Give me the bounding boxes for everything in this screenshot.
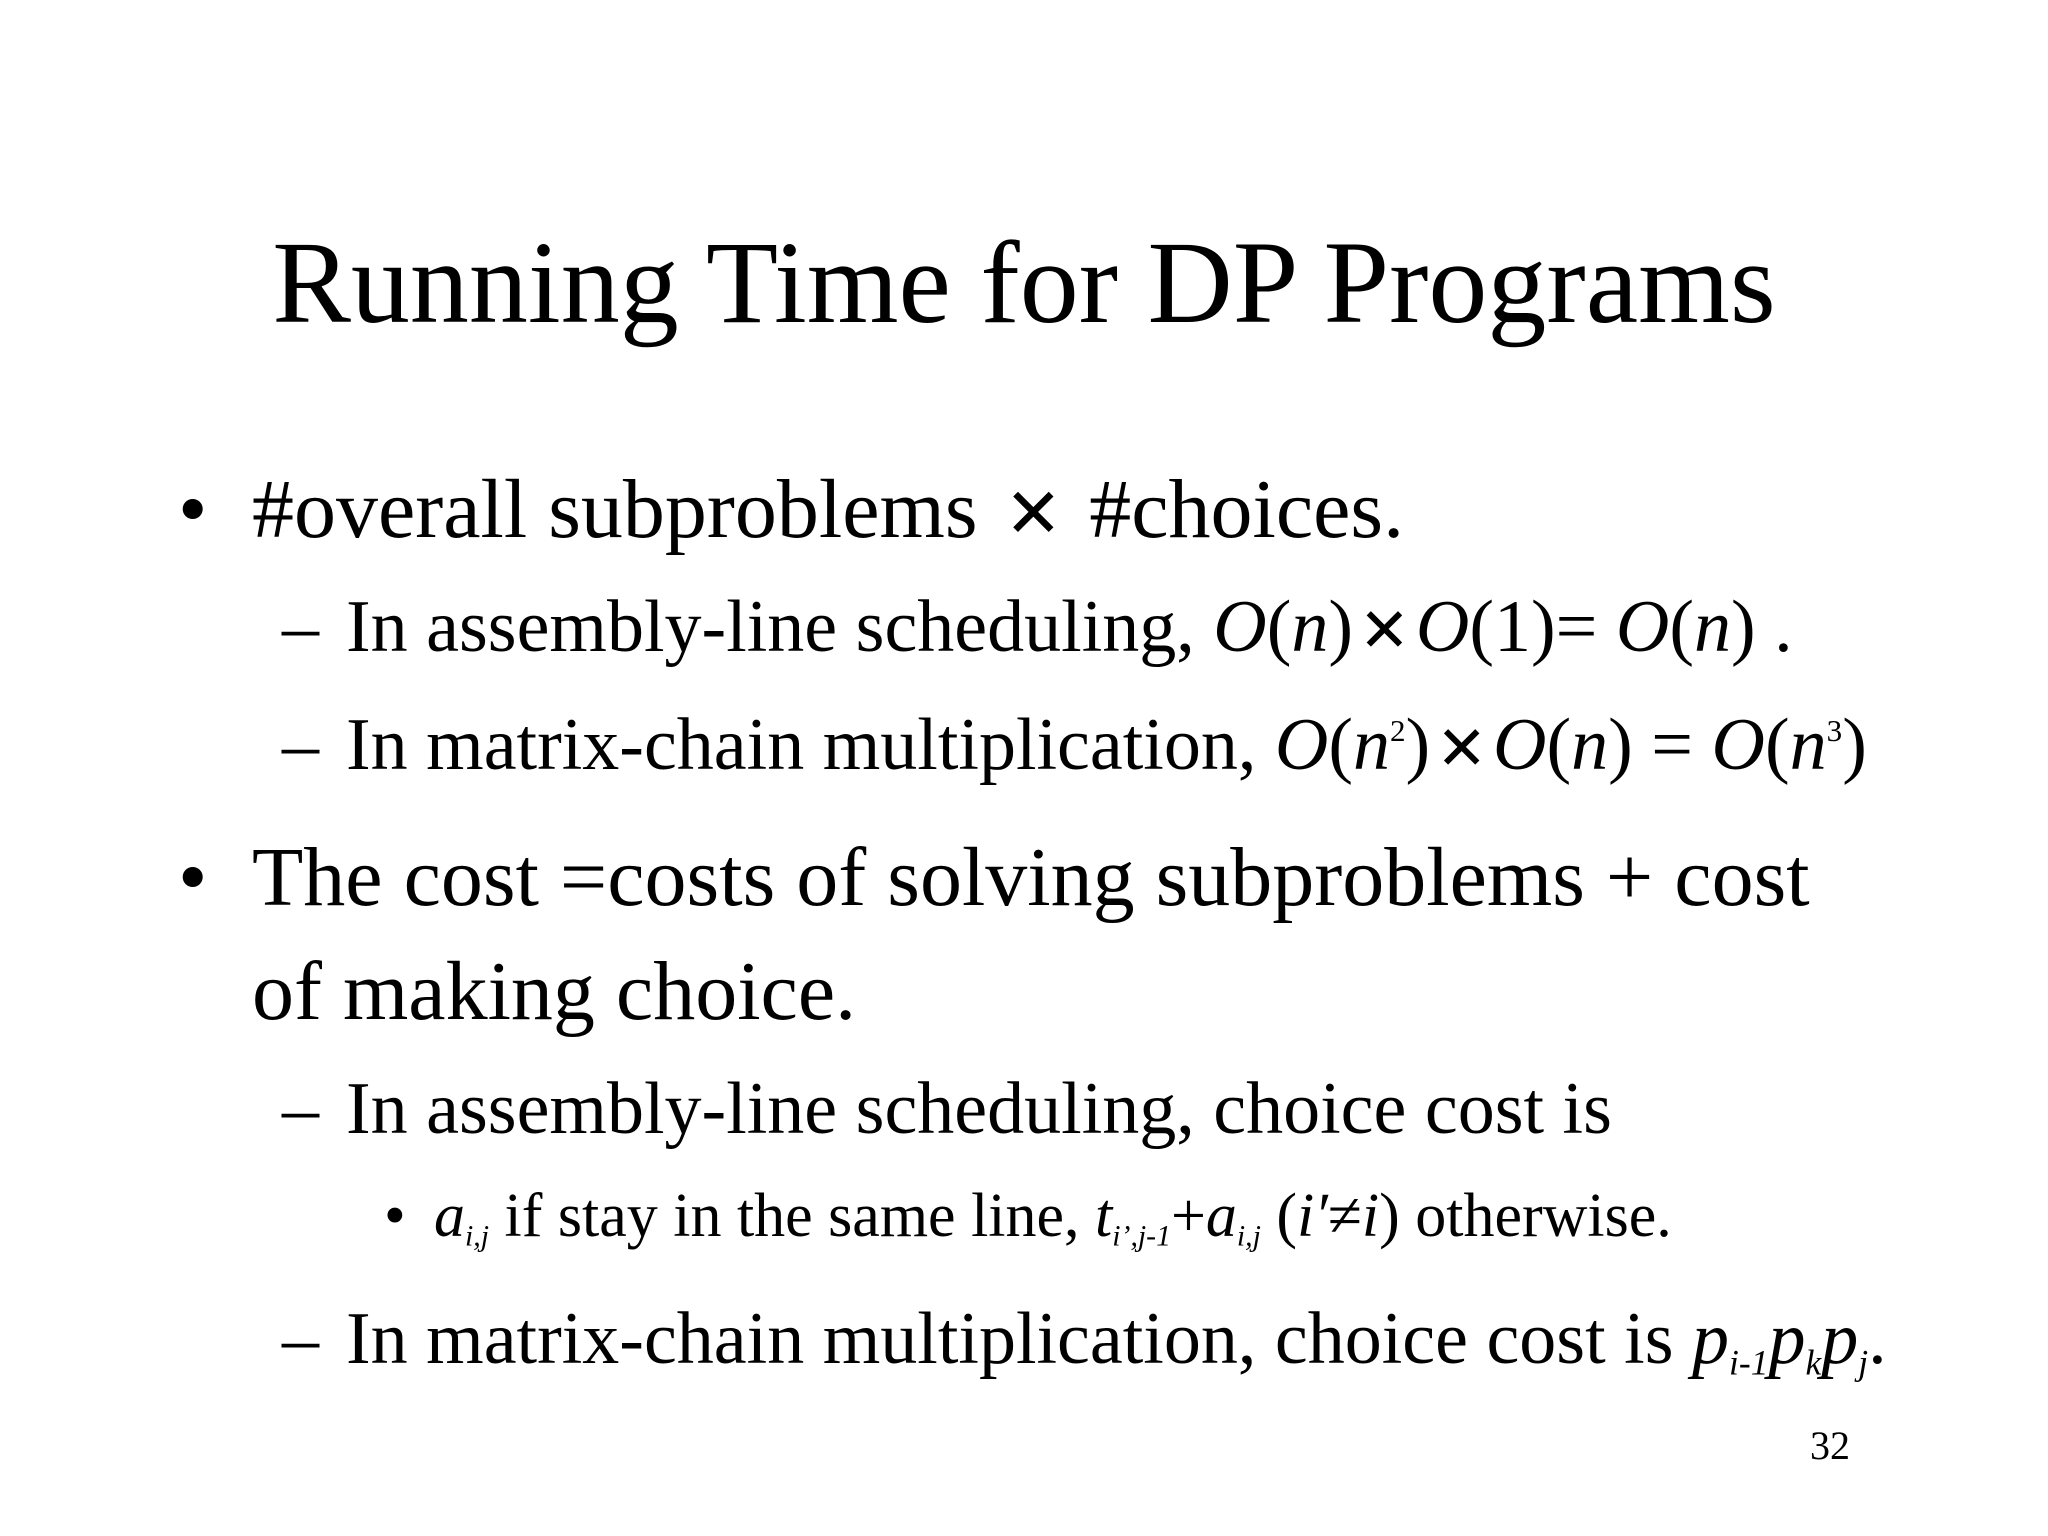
neq: ≠ (1327, 1182, 1362, 1250)
expr: (1)= (1469, 586, 1616, 668)
paren: ( (1328, 704, 1353, 786)
bullet-marker: • (384, 1182, 406, 1250)
expr-end: ) . (1730, 586, 1793, 668)
paren: ( (1546, 704, 1572, 786)
paren: ) (1405, 704, 1431, 786)
exponent: 2 (1389, 713, 1406, 749)
times-symbol: ✕ (1004, 474, 1063, 554)
slide-title: Running Time for DP Programs (272, 217, 1776, 348)
plus: + (1170, 1182, 1206, 1250)
var-n: n (1571, 704, 1609, 786)
var-a: a (434, 1182, 465, 1250)
bullet-1-sub-1 (346, 584, 1793, 674)
page-number: 32 (1810, 1423, 1850, 1468)
subscript: i,j (465, 1219, 489, 1253)
item-end: ) otherwise. (1379, 1182, 1672, 1250)
big-o: O (1711, 704, 1765, 786)
bullet-2-line-2: of making choice. (252, 945, 857, 1038)
var-i: i (1361, 1182, 1380, 1250)
paren: ( (1266, 586, 1292, 668)
exponent: 3 (1826, 713, 1843, 749)
big-o: O (1493, 704, 1547, 786)
paren: ( (1764, 704, 1790, 786)
subscript: i’,j-1 (1112, 1219, 1171, 1253)
var-a: a (1205, 1182, 1237, 1250)
var-p: p (1768, 1298, 1806, 1380)
var-t: t (1095, 1182, 1113, 1250)
big-o: O (1615, 586, 1670, 668)
var-n: n (1352, 704, 1390, 786)
bullet-2-sub-1: In assembly-line scheduling, choice cost is (346, 1068, 1612, 1150)
expr: ) = (1608, 704, 1712, 786)
subscript: i,j (1236, 1219, 1261, 1253)
big-o: O (1415, 586, 1470, 668)
subscript: j (1858, 1342, 1869, 1383)
big-o: O (1213, 586, 1267, 668)
sub-2-prefix: In matrix-chain multiplication, choice cost is (346, 1298, 1693, 1380)
bullet-2-sub-1-item (434, 1180, 1672, 1252)
bullet-2-sub-2 (346, 1296, 1887, 1382)
var-i-prime: i′ (1297, 1182, 1328, 1250)
bullet-1-sub-2 (346, 702, 1867, 792)
dash-marker: – (282, 1068, 319, 1150)
dash-marker: – (282, 704, 319, 786)
item-text: if stay in the same line, (488, 1182, 1096, 1250)
paren: ( (1669, 586, 1694, 668)
bullet-marker: • (178, 831, 208, 924)
bullet-2-line-1: The cost =costs of solving subproblems + cost (252, 831, 1810, 924)
bullet-1-text-after: #choices. (1089, 463, 1405, 556)
var-p: p (1692, 1298, 1730, 1380)
paren: ( (1260, 1182, 1298, 1250)
sub-1-prefix: In assembly-line scheduling, (346, 586, 1214, 668)
var-n: n (1789, 704, 1827, 786)
bullet-1 (252, 462, 1404, 562)
bullet-1-text: #overall subproblems (252, 463, 978, 556)
bullet-marker: • (178, 463, 208, 556)
var-n: n (1291, 586, 1329, 668)
big-o: O (1274, 704, 1329, 786)
paren: ) (1842, 704, 1867, 786)
paren: ) (1328, 586, 1354, 668)
times-symbol: ✕ (1436, 714, 1488, 784)
period: . (1868, 1298, 1887, 1380)
var-p: p (1821, 1298, 1859, 1380)
dash-marker: – (282, 1298, 319, 1380)
times-symbol: ✕ (1359, 596, 1410, 666)
subscript: k (1805, 1342, 1822, 1383)
var-n: n (1693, 586, 1731, 668)
dash-marker: – (282, 586, 319, 668)
subscript: i-1 (1729, 1342, 1769, 1383)
sub-2-prefix: In matrix-chain multiplication, (346, 704, 1275, 786)
